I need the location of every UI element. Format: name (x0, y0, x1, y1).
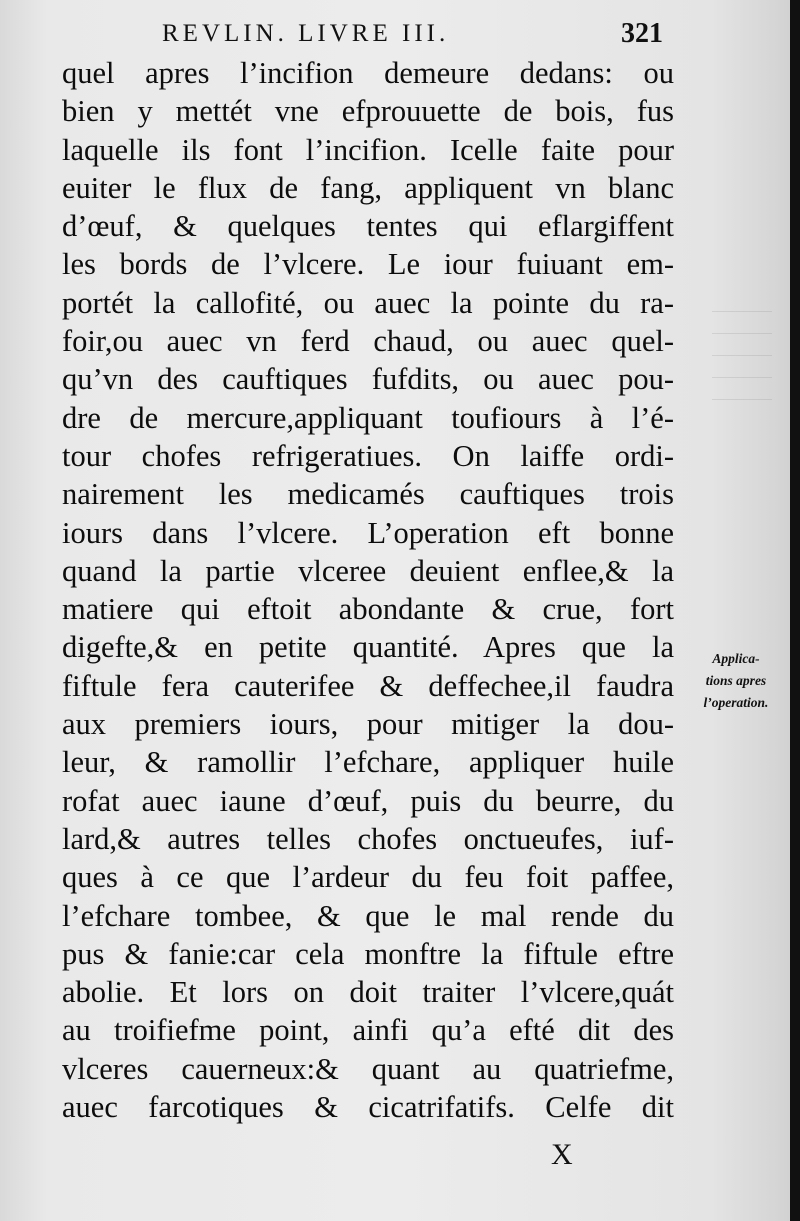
text-line: quand la partie vlceree deuient enflee,& la (62, 553, 674, 588)
marginal-note-line: Applica- (712, 651, 760, 666)
text-line: bien y mettét vne efprouuette de bois, fus (62, 94, 674, 129)
text-line: d’œuf, & quelques tentes qui eflargiffent (62, 209, 674, 244)
text-line: ques à ce que l’ardeur du feu foit paffee, (62, 860, 674, 895)
book-spine-edge (790, 0, 800, 1221)
text-line: euiter le flux de fang, appliquent vn blanc (62, 170, 674, 205)
text-line: leur, & ramollir l’efchare, appliquer huile (62, 745, 674, 780)
text-line: qu’vn des cauftiques fufdits, ou auec pou- (62, 362, 674, 397)
text-line: lard,& autres telles chofes onctueufes, iuf- (62, 821, 674, 856)
running-title: REVLIN. LIVRE III. (162, 20, 450, 47)
text-line: matiere qui eftoit abondante & crue, fort (62, 592, 674, 627)
text-line: vlceres cauerneux:& quant au quatriefme, (62, 1051, 674, 1086)
text-line: fiftule fera cauterifee & deffechee,il faudra (62, 668, 674, 703)
text-line: nairement les medicamés cauftiques trois (62, 477, 674, 512)
signature-mark: X (551, 1138, 573, 1171)
marginal-note (682, 648, 790, 714)
text-line: foir,ou auec vn ferd chaud, ou auec quel- (62, 324, 674, 359)
page-header (150, 8, 665, 54)
marginal-note-line: l’operation. (703, 695, 769, 710)
text-line: laquelle ils font l’incifion. Icelle faite pour (62, 132, 674, 167)
show-through-text (712, 290, 772, 400)
marginal-note-line: tions apres (705, 673, 767, 688)
text-line: au troifiefme point, ainfi qu’a efté dit des (62, 1013, 674, 1048)
text-line: iours dans l’vlcere. L’operation eft bonne (62, 515, 674, 550)
text-line: rofat auec iaune d’œuf, puis du beurre, du (62, 783, 674, 818)
text-line: les bords de l’vlcere. Le iour fuiuant em- (62, 247, 674, 282)
text-line: abolie. Et lors on doit traiter l’vlcere,quát (62, 975, 674, 1010)
text-line: digefte,& en petite quantité. Apres que la (62, 630, 674, 665)
text-line: aux premiers iours, pour mitiger la dou- (62, 707, 674, 742)
text-line: tour chofes refrigeratiues. On laiffe ordi- (62, 438, 674, 473)
text-line: portét la callofité, ou auec la pointe du ra- (62, 285, 674, 320)
body-text (62, 54, 674, 1126)
text-line: l’efchare tombee, & que le mal rende du (62, 898, 674, 933)
text-line: dre de mercure,appliquant toufiours à l’é- (62, 400, 674, 435)
text-line: auec farcotiques & cicatrifatifs. Celfe dit (62, 1090, 674, 1125)
text-line: quel apres l’incifion demeure dedans: ou (62, 56, 674, 90)
text-line: pus & fanie:car cela monftre la fiftule eftre (62, 936, 674, 971)
page-number: 321 (621, 18, 663, 49)
